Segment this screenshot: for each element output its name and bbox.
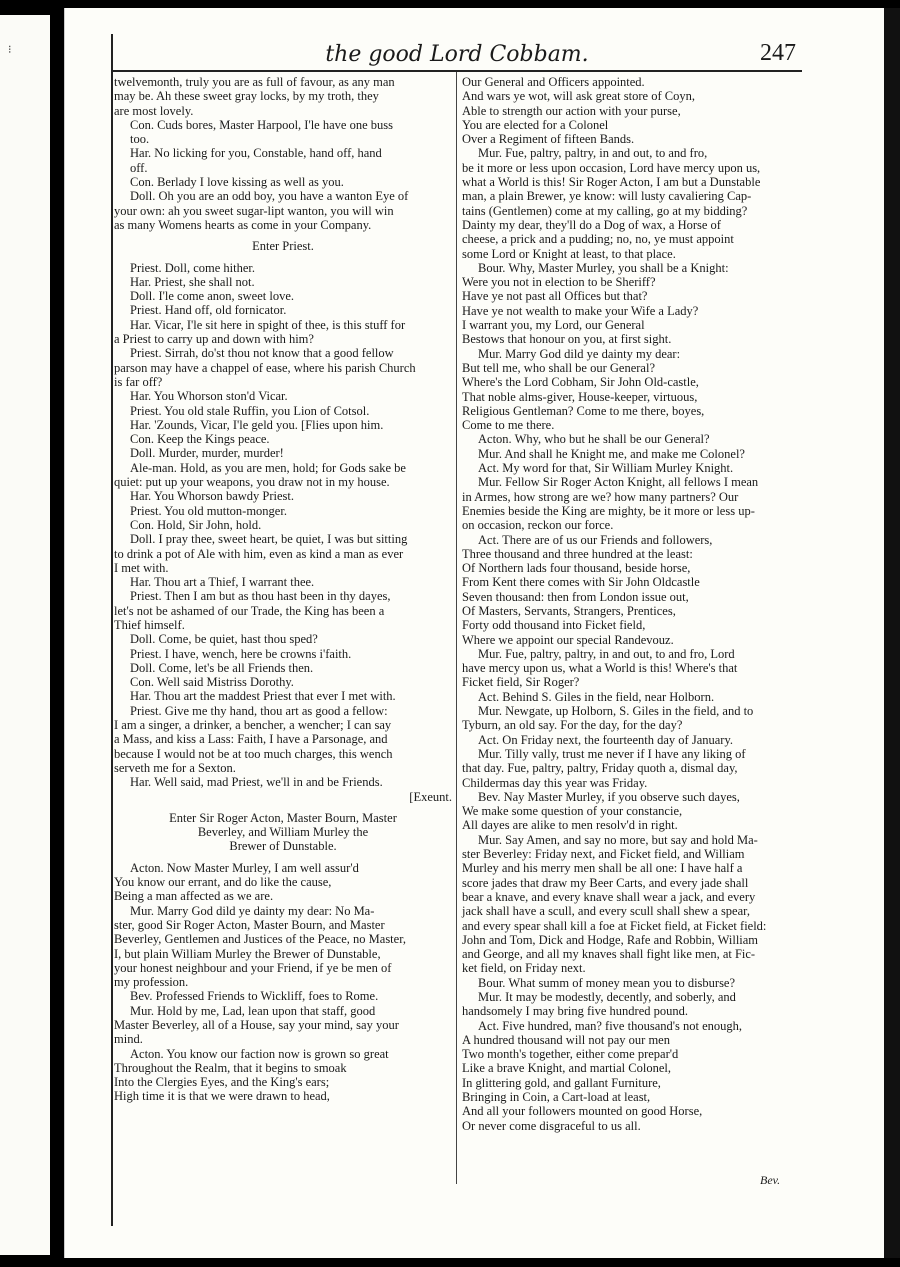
text-line: Have ye not wealth to make your Wife a Lady? <box>462 303 699 318</box>
text-line: Forty odd thousand into Ficket field, <box>462 618 646 633</box>
text-line: your honest neighbour and your Friend, if ye be men of <box>114 960 392 975</box>
text-line: Bour. Why, Master Murley, you shall be a Knight: <box>478 260 729 275</box>
text-line: that day. Fue, paltry, paltry, Friday quoth a, dismal day, <box>462 761 738 776</box>
text-line: You are elected for a Colonel <box>462 117 609 132</box>
text-line: Mur. Fellow Sir Roger Acton Knight, all fellows I mean <box>478 475 759 490</box>
text-line: are most lovely. <box>114 103 194 118</box>
text-line: And wars ye wot, will ask great store of Coyn, <box>462 89 695 104</box>
text-line: quiet: put up your weapons, you draw not in my house. <box>114 475 390 490</box>
text-line: Doll. Come, let's be all Friends then. <box>130 660 314 675</box>
text-line: You know our errant, and do like the cause, <box>114 875 332 890</box>
text-line: Har. Thou art a Thief, I warrant thee. <box>130 575 315 590</box>
right-text-column <box>462 75 800 1133</box>
text-line: Har. You Whorson ston'd Vicar. <box>130 389 288 404</box>
stage-direction: Enter Sir Roger Acton, Master Bourn, Master <box>169 810 397 825</box>
text-line: some Lord or Knight at least, to that place. <box>462 246 676 261</box>
running-header <box>112 34 802 70</box>
text-line: Har. Well said, mad Priest, we'll in and be Friends. <box>130 775 383 790</box>
text-line: as many Womens hearts as come in your Company. <box>114 217 372 232</box>
text-line: Mur. Say Amen, and say no more, but say and hold Ma- <box>478 832 758 847</box>
text-line: have mercy upon us, what a World is this! Where's that <box>462 661 738 676</box>
text-line: Har. Thou art the maddest Priest that ever I met with. <box>130 689 396 704</box>
header-rule <box>112 70 802 72</box>
text-line: too. <box>130 132 150 147</box>
text-line: Were you not in election to be Sheriff? <box>462 275 656 290</box>
text-line: Bev. Professed Friends to Wickliff, foes to Rome. <box>130 989 379 1004</box>
text-line: Con. Cuds bores, Master Harpool, I'le have one buss <box>130 117 393 132</box>
text-line: Har. You Whorson bawdy Priest. <box>130 489 295 504</box>
text-line: Religious Gentleman? Come to me there, boyes, <box>462 403 705 418</box>
text-line: And all your followers mounted on good Horse, <box>462 1104 703 1119</box>
stage-direction: Enter Priest. <box>252 239 314 254</box>
text-line: Act. Five hundred, man? five thousand's not enough, <box>478 1018 743 1033</box>
text-line: Act. My word for that, Sir William Murley Knight. <box>478 461 734 476</box>
text-line: what a World is this! Sir Roger Acton, I am but a Dunstable <box>462 175 761 190</box>
text-line: because I would not be at too much charges, this wench <box>114 746 393 761</box>
text-line: jack shall have a scull, and every scull shall shew a spear, <box>462 904 750 919</box>
text-line: tains (Gentlemen) come at my calling, go at my bidding? <box>462 203 748 218</box>
stage-direction: Brewer of Dunstable. <box>229 839 337 854</box>
text-line: Bev. Nay Master Murley, if you observe such dayes, <box>478 789 740 804</box>
text-line: a Priest to carry up and down with him? <box>114 332 314 347</box>
text-line: Har. No licking for you, Constable, hand off, hand <box>130 146 382 161</box>
text-line: score jades that draw my Beer Carts, and every jade shall <box>462 875 749 890</box>
text-line: Priest. Hand off, old fornicator. <box>130 303 287 318</box>
text-line: John and Tom, Dick and Hodge, Rafe and Robbin, William <box>462 932 759 947</box>
text-line: From Kent there comes with Sir John Oldcastle <box>462 575 700 590</box>
text-line: ket field, on Friday next. <box>462 961 586 976</box>
text-line: Come to me there. <box>462 418 555 433</box>
text-line: Into the Clergies Eyes, and the King's ears; <box>114 1075 330 1090</box>
text-line: cheese, a prick and a pudding; no, no, ye must appoint <box>462 232 734 247</box>
text-line: Mur. And shall he Knight me, and make me Colonel? <box>478 446 745 461</box>
text-line: Bringing in Coin, a Cart-load at least, <box>462 1090 651 1105</box>
text-line: Dainty my dear, they'll do a Dog of wax, a Horse of <box>462 217 721 232</box>
text-line: Priest. I have, wench, here be crowns i'faith. <box>130 646 352 661</box>
text-line: Act. On Friday next, the fourteenth day of January. <box>478 732 734 747</box>
text-line: Doll. Come, be quiet, hast thou sped? <box>130 632 318 647</box>
text-line: Over a Regiment of fifteen Bands. <box>462 132 635 147</box>
text-line: Har. Priest, she shall not. <box>130 274 255 289</box>
text-line: Con. Berlady I love kissing as well as you. <box>130 175 344 190</box>
text-line: Doll. I'le come anon, sweet love. <box>130 289 295 304</box>
text-line: Priest. Sirrah, do'st thou not know that a good fellow <box>130 346 394 361</box>
text-line: Mur. Marry God dild ye dainty my dear: <box>478 346 681 361</box>
text-line: may be. Ah these sweet gray locks, by my troth, they <box>114 89 379 104</box>
text-line: Our General and Officers appointed. <box>462 75 645 89</box>
text-line: Bour. What summ of money mean you to disburse? <box>478 975 736 990</box>
text-line: High time it is that we were drawn to head, <box>114 1089 330 1104</box>
text-line: and George, and all my knaves shall fight like men, at Fic- <box>462 947 756 962</box>
text-line: Childermas day this year was Friday. <box>462 775 648 790</box>
text-line: Har. 'Zounds, Vicar, I'le geld you. [Flies upon him. <box>130 417 384 432</box>
page-shadow <box>884 8 900 1258</box>
text-line: be it more or less upon occasion, Lord have mercy upon us, <box>462 160 761 175</box>
text-line: Ficket field, Sir Roger? <box>462 675 580 690</box>
text-line: Thief himself. <box>114 617 185 632</box>
page-number: 247 <box>760 40 796 66</box>
text-line: Priest. You old stale Ruffin, you Lion of Cotsol. <box>130 403 370 418</box>
text-line: I met with. <box>114 560 169 575</box>
text-line: Priest. Give me thy hand, thou art as good a fellow: <box>130 703 388 718</box>
text-line: Tyburn, an old say. For the day, for the day? <box>462 718 683 733</box>
text-line: Act. There are of us our Friends and followers, <box>478 532 713 547</box>
text-line: Where we appoint our special Randevouz. <box>462 632 674 647</box>
text-line: Bestows that honour on you, at first sight. <box>462 332 672 347</box>
text-line: Murley and his merry men shall be all one: I have half a <box>462 861 743 876</box>
running-title: the good Lord Cobbam. <box>325 42 589 67</box>
left-border-rule <box>111 34 113 1226</box>
text-line: on occasion, reckon our force. <box>462 518 614 533</box>
text-line: I am a singer, a drinker, a bencher, a wencher; I can say <box>114 718 392 733</box>
text-line: Throughout the Realm, that it begins to smoak <box>114 1060 347 1075</box>
text-line: I, but plain William Murley the Brewer of Dunstable, <box>114 946 381 961</box>
text-line: Mur. Tilly vally, trust me never if I have any liking of <box>478 746 746 761</box>
text-line: Doll. Murder, murder, murder! <box>130 446 284 461</box>
text-line: and every spear shall kill a foe at Ficket field, at Ficket field: <box>462 918 767 933</box>
stage-direction: Beverley, and William Murley the <box>197 825 369 840</box>
text-line: off. <box>130 160 148 175</box>
text-line: Con. Well said Mistriss Dorothy. <box>130 675 294 690</box>
text-line: parson may have a chappel of ease, where his parish Church <box>114 360 416 375</box>
text-line: Mur. Hold by me, Lad, lean upon that staff, good <box>130 1003 376 1018</box>
text-line: [Exeunt. <box>409 789 452 804</box>
text-line: a Mass, and kiss a Lass: Faith, I have a Parsonage, and <box>114 732 388 747</box>
text-line: Acton. You know our faction now is grown so great <box>130 1046 389 1061</box>
text-line: All dayes are alike to men resolv'd in right. <box>462 818 678 833</box>
text-line: Doll. Oh you are an odd boy, you have a wanton Eye of <box>130 189 409 204</box>
catchword: Bev. <box>760 1173 781 1187</box>
text-line: Mur. Fue, paltry, paltry, in and out, to and fro, <box>478 146 708 161</box>
text-line: mind. <box>114 1032 143 1047</box>
text-line: in Armes, how strong are we? how many partners? Our <box>462 489 739 504</box>
text-line: Har. Vicar, I'le sit here in spight of thee, is this stuff for <box>130 317 406 332</box>
text-line: We make some question of your constancie, <box>462 804 683 819</box>
text-line: let's not be ashamed of our Trade, the King has been a <box>114 603 385 618</box>
text-line: your own: ah you sweet sugar-lipt wanton, you will win <box>114 203 394 218</box>
text-line: Doll. I pray thee, sweet heart, be quiet, I was but sitting <box>130 532 408 547</box>
text-line: Able to strength our action with your purse, <box>462 103 681 118</box>
text-line: Ale-man. Hold, as you are men, hold; for Gods sake be <box>130 460 406 475</box>
text-line: man, a plain Brewer, ye know: will lusty cavaliering Cap- <box>462 189 752 204</box>
page-edge-mark: ⁝ <box>8 43 12 56</box>
text-line: handsomely I may bring five hundred pound. <box>462 1004 688 1019</box>
previous-page-edge <box>0 15 50 1255</box>
text-line: Con. Keep the Kings peace. <box>130 432 270 447</box>
text-line: Where's the Lord Cobham, Sir John Old-castle, <box>462 375 699 390</box>
text-line: ster, good Sir Roger Acton, Master Bourn, and Master <box>114 917 385 932</box>
text-line: That noble alms-giver, House-keeper, virtuous, <box>462 389 698 404</box>
text-line: I warrant you, my Lord, our General <box>462 318 645 333</box>
text-line: is far off? <box>114 374 163 389</box>
text-line: In glittering gold, and gallant Furniture, <box>462 1075 661 1090</box>
left-text-column <box>114 75 452 1104</box>
text-line: to drink a pot of Ale with him, even as kind a man as ever <box>114 546 404 561</box>
text-line: Mur. Newgate, up Holborn, S. Giles in the field, and to <box>478 704 754 719</box>
text-line: Of Masters, Servants, Strangers, Prentices, <box>462 603 676 618</box>
text-line: serveth me for a Sexton. <box>114 760 236 775</box>
column-divider <box>456 72 457 1184</box>
text-line: Con. Hold, Sir John, hold. <box>130 517 262 532</box>
text-line: Acton. Why, who but he shall be our General? <box>478 432 710 447</box>
text-line <box>114 854 452 861</box>
text-line: Priest. Doll, come hither. <box>130 260 255 275</box>
text-line: Enemies beside the King are mighty, be it more or less up- <box>462 503 755 518</box>
text-line: ster Beverley: Friday next, and Ficket field, and William <box>462 847 745 862</box>
text-line: Have ye not past all Offices but that? <box>462 289 648 304</box>
text-line: Two month's together, either come prepar'd <box>462 1047 679 1062</box>
text-line: Or never come disgraceful to us all. <box>462 1118 641 1133</box>
text-line: Seven thousand: then from London issue out, <box>462 589 689 604</box>
text-line: Being a man affected as we are. <box>114 889 274 904</box>
text-line: Three thousand and three hundred at the least: <box>462 546 693 561</box>
text-line: Master Beverley, all of a House, say your mind, say your <box>114 1018 399 1032</box>
text-line: But tell me, who shall be our General? <box>462 360 655 375</box>
text-line: Like a brave Knight, and martial Colonel, <box>462 1061 671 1076</box>
text-line: Mur. Marry God dild ye dainty my dear: No Ma- <box>130 903 375 918</box>
text-line: Beverley, Gentlemen and Justices of the Peace, no Master, <box>114 932 406 947</box>
text-line: Acton. Now Master Murley, I am well assur'd <box>130 860 359 875</box>
text-line: Of Northern lads four thousand, beside horse, <box>462 561 691 576</box>
text-line: A hundred thousand will not pay our men <box>462 1032 670 1047</box>
text-line: Priest. You old mutton-monger. <box>130 503 287 518</box>
text-line: Mur. Fue, paltry, paltry, in and out, to and fro, Lord <box>478 646 735 661</box>
text-line: my profession. <box>114 975 189 990</box>
text-line: twelvemonth, truly you are as full of favour, as any man <box>114 75 395 89</box>
text-line: bear a knave, and every knave shall wear a jack, and every <box>462 889 756 904</box>
text-line: Mur. It may be modestly, decently, and soberly, and <box>478 990 736 1004</box>
text-line: Priest. Then I am but as thou hast been in thy dayes, <box>130 589 391 604</box>
text-line <box>114 804 452 811</box>
text-line: Act. Behind S. Giles in the field, near Holborn. <box>478 689 715 704</box>
